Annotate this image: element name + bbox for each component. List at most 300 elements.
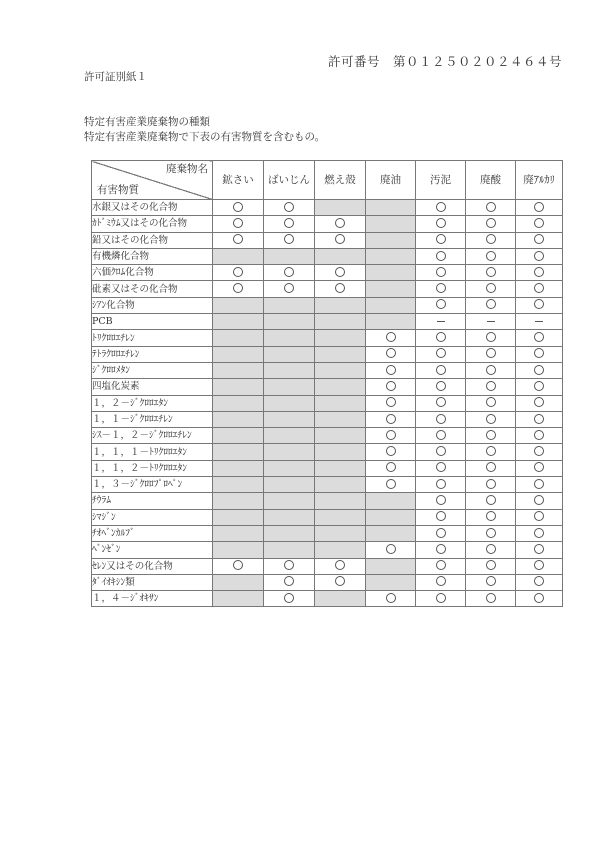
shaded-cell xyxy=(213,346,264,362)
shaded-cell xyxy=(213,362,264,378)
column-header: 廃ｱﾙｶﾘ xyxy=(516,161,563,200)
circle-mark-icon xyxy=(436,593,446,603)
applicable-cell xyxy=(264,558,315,574)
shaded-cell xyxy=(264,477,315,493)
applicable-cell xyxy=(213,216,264,232)
shaded-cell xyxy=(264,493,315,509)
shaded-cell xyxy=(264,542,315,558)
applicable-cell xyxy=(416,232,466,248)
applicable-cell xyxy=(416,591,466,607)
circle-mark-icon xyxy=(436,365,446,375)
applicable-cell xyxy=(466,379,516,395)
circle-mark-icon xyxy=(534,462,544,472)
applicable-cell xyxy=(466,444,516,460)
circle-mark-icon xyxy=(386,430,396,440)
circle-mark-icon xyxy=(486,495,496,505)
applicable-cell xyxy=(264,281,315,297)
shaded-cell xyxy=(366,525,416,541)
shaded-cell xyxy=(213,395,264,411)
shaded-cell xyxy=(366,248,416,264)
table-row xyxy=(92,525,563,541)
circle-mark-icon xyxy=(534,202,544,212)
circle-mark-icon xyxy=(534,234,544,244)
substance-name: ｼﾏｼﾞﾝ xyxy=(92,509,213,525)
substance-name: ｼﾞｸﾛﾛﾒﾀﾝ xyxy=(92,362,213,378)
circle-mark-icon xyxy=(534,414,544,424)
circle-mark-icon xyxy=(386,479,396,489)
applicable-cell xyxy=(516,428,563,444)
applicable-cell xyxy=(466,395,516,411)
applicable-cell xyxy=(416,362,466,378)
circle-mark-icon xyxy=(436,299,446,309)
circle-mark-icon xyxy=(233,267,243,277)
circle-mark-icon xyxy=(534,479,544,489)
shaded-cell xyxy=(213,493,264,509)
column-header: 廃油 xyxy=(366,161,416,200)
circle-mark-icon xyxy=(534,348,544,358)
shaded-cell xyxy=(315,591,366,607)
table-row xyxy=(92,232,563,248)
applicable-cell xyxy=(516,265,563,281)
shaded-cell xyxy=(366,200,416,216)
circle-mark-icon xyxy=(486,576,496,586)
not-applicable-cell xyxy=(466,314,516,330)
circle-mark-icon xyxy=(233,202,243,212)
shaded-cell xyxy=(264,362,315,378)
applicable-cell xyxy=(366,346,416,362)
substance-name: １，２－ｼﾞｸﾛﾛｴﾀﾝ xyxy=(92,395,213,411)
applicable-cell xyxy=(516,216,563,232)
circle-mark-icon xyxy=(534,251,544,261)
circle-mark-icon xyxy=(436,528,446,538)
applicable-cell xyxy=(516,395,563,411)
circle-mark-icon xyxy=(486,511,496,521)
circle-mark-icon xyxy=(534,576,544,586)
applicable-cell xyxy=(466,216,516,232)
circle-mark-icon xyxy=(534,430,544,440)
applicable-cell xyxy=(466,330,516,346)
applicable-cell xyxy=(466,248,516,264)
shaded-cell xyxy=(213,428,264,444)
dash-mark-icon xyxy=(437,321,445,322)
shaded-cell xyxy=(315,200,366,216)
circle-mark-icon xyxy=(335,218,345,228)
shaded-cell xyxy=(366,493,416,509)
shaded-cell xyxy=(315,444,366,460)
applicable-cell xyxy=(516,297,563,313)
applicable-cell xyxy=(315,281,366,297)
circle-mark-icon xyxy=(284,234,294,244)
circle-mark-icon xyxy=(534,381,544,391)
circle-mark-icon xyxy=(436,495,446,505)
applicable-cell xyxy=(416,395,466,411)
substance-name: ｶﾄﾞﾐｳﾑ又はその化合物 xyxy=(92,216,213,232)
applicable-cell xyxy=(416,542,466,558)
shaded-cell xyxy=(366,216,416,232)
applicable-cell xyxy=(516,362,563,378)
circle-mark-icon xyxy=(284,218,294,228)
applicable-cell xyxy=(366,411,416,427)
applicable-cell xyxy=(516,460,563,476)
table-body xyxy=(92,200,563,607)
circle-mark-icon xyxy=(233,234,243,244)
circle-mark-icon xyxy=(486,218,496,228)
table-row xyxy=(92,428,563,444)
applicable-cell xyxy=(516,525,563,541)
circle-mark-icon xyxy=(233,560,243,570)
shaded-cell xyxy=(315,330,366,346)
substance-name: 水銀又はその化合物 xyxy=(92,200,213,216)
circle-mark-icon xyxy=(386,332,396,342)
shaded-cell xyxy=(315,248,366,264)
shaded-cell xyxy=(315,362,366,378)
circle-mark-icon xyxy=(534,446,544,456)
column-header: ばいじん xyxy=(264,161,315,200)
applicable-cell xyxy=(466,591,516,607)
substance-name: 有機燐化合物 xyxy=(92,248,213,264)
circle-mark-icon xyxy=(534,528,544,538)
applicable-cell xyxy=(516,379,563,395)
circle-mark-icon xyxy=(486,528,496,538)
applicable-cell xyxy=(516,444,563,460)
applicable-cell xyxy=(315,558,366,574)
substance-name: ﾍﾞﾝｾﾞﾝ xyxy=(92,542,213,558)
circle-mark-icon xyxy=(486,479,496,489)
table-row xyxy=(92,330,563,346)
shaded-cell xyxy=(213,591,264,607)
shaded-cell xyxy=(315,297,366,313)
circle-mark-icon xyxy=(284,202,294,212)
circle-mark-icon xyxy=(284,267,294,277)
shaded-cell xyxy=(315,460,366,476)
circle-mark-icon xyxy=(436,348,446,358)
shaded-cell xyxy=(213,411,264,427)
circle-mark-icon xyxy=(486,332,496,342)
section-heading: 特定有害産業廃棄物の種類 xyxy=(84,116,210,128)
circle-mark-icon xyxy=(436,332,446,342)
applicable-cell xyxy=(516,411,563,427)
circle-mark-icon xyxy=(486,462,496,472)
shaded-cell xyxy=(366,558,416,574)
circle-mark-icon xyxy=(335,267,345,277)
circle-mark-icon xyxy=(486,251,496,261)
applicable-cell xyxy=(264,232,315,248)
circle-mark-icon xyxy=(534,283,544,293)
circle-mark-icon xyxy=(386,446,396,456)
circle-mark-icon xyxy=(284,576,294,586)
circle-mark-icon xyxy=(534,495,544,505)
shaded-cell xyxy=(213,525,264,541)
circle-mark-icon xyxy=(284,593,294,603)
substance-name: 四塩化炭素 xyxy=(92,379,213,395)
applicable-cell xyxy=(315,216,366,232)
table-row xyxy=(92,216,563,232)
circle-mark-icon xyxy=(486,593,496,603)
circle-mark-icon xyxy=(436,560,446,570)
substance-name: PCB xyxy=(92,314,213,330)
circle-mark-icon xyxy=(386,381,396,391)
shaded-cell xyxy=(264,428,315,444)
substance-name: ﾁｵﾍﾞﾝｶﾙﾌﾞ xyxy=(92,525,213,541)
substance-name: ﾄﾘｸﾛﾛｴﾁﾚﾝ xyxy=(92,330,213,346)
applicable-cell xyxy=(466,493,516,509)
substance-name: ｾﾚﾝ又はその化合物 xyxy=(92,558,213,574)
circle-mark-icon xyxy=(335,234,345,244)
table-row xyxy=(92,362,563,378)
table-row xyxy=(92,346,563,362)
applicable-cell xyxy=(416,200,466,216)
applicable-cell xyxy=(466,232,516,248)
circle-mark-icon xyxy=(486,544,496,554)
circle-mark-icon xyxy=(534,267,544,277)
circle-mark-icon xyxy=(386,414,396,424)
applicable-cell xyxy=(416,248,466,264)
shaded-cell xyxy=(213,574,264,590)
applicable-cell xyxy=(516,330,563,346)
shaded-cell xyxy=(315,477,366,493)
circle-mark-icon xyxy=(436,511,446,521)
substance-name: １，３－ｼﾞｸﾛﾛﾌﾟﾛﾍﾟﾝ xyxy=(92,477,213,493)
circle-mark-icon xyxy=(534,397,544,407)
applicable-cell xyxy=(466,281,516,297)
corner-header-cell xyxy=(92,161,213,200)
applicable-cell xyxy=(416,281,466,297)
shaded-cell xyxy=(366,232,416,248)
shaded-cell xyxy=(315,542,366,558)
applicable-cell xyxy=(213,200,264,216)
applicable-cell xyxy=(466,346,516,362)
applicable-cell xyxy=(466,574,516,590)
circle-mark-icon xyxy=(436,446,446,456)
applicable-cell xyxy=(416,330,466,346)
shaded-cell xyxy=(264,314,315,330)
applicable-cell xyxy=(416,297,466,313)
attachment-label: 許可証別紙１ xyxy=(84,71,147,83)
applicable-cell xyxy=(366,477,416,493)
circle-mark-icon xyxy=(436,283,446,293)
applicable-cell xyxy=(366,379,416,395)
circle-mark-icon xyxy=(436,234,446,244)
dash-mark-icon xyxy=(535,321,543,322)
section-description: 特定有害産業廃棄物で下表の有害物質を含むもの。 xyxy=(84,131,326,143)
substance-name: １，４－ｼﾞｵｷｻﾝ xyxy=(92,591,213,607)
applicable-cell xyxy=(366,460,416,476)
shaded-cell xyxy=(366,574,416,590)
circle-mark-icon xyxy=(335,560,345,570)
table-row xyxy=(92,574,563,590)
applicable-cell xyxy=(416,460,466,476)
permit-number: 許可番号 第０１２５０２０２４６４号 xyxy=(328,54,563,69)
applicable-cell xyxy=(264,265,315,281)
applicable-cell xyxy=(516,493,563,509)
circle-mark-icon xyxy=(534,560,544,570)
table-row xyxy=(92,591,563,607)
table-row xyxy=(92,395,563,411)
applicable-cell xyxy=(416,346,466,362)
substance-name: ﾀﾞｲｵｷｼﾝ類 xyxy=(92,574,213,590)
circle-mark-icon xyxy=(233,283,243,293)
applicable-cell xyxy=(264,574,315,590)
shaded-cell xyxy=(366,297,416,313)
applicable-cell xyxy=(516,558,563,574)
not-applicable-cell xyxy=(516,314,563,330)
circle-mark-icon xyxy=(436,267,446,277)
circle-mark-icon xyxy=(436,462,446,472)
circle-mark-icon xyxy=(386,397,396,407)
applicable-cell xyxy=(366,395,416,411)
circle-mark-icon xyxy=(335,283,345,293)
shaded-cell xyxy=(315,525,366,541)
circle-mark-icon xyxy=(534,593,544,603)
table-row xyxy=(92,542,563,558)
table-row xyxy=(92,200,563,216)
table-row xyxy=(92,297,563,313)
shaded-cell xyxy=(264,395,315,411)
applicable-cell xyxy=(466,200,516,216)
circle-mark-icon xyxy=(436,251,446,261)
applicable-cell xyxy=(416,411,466,427)
applicable-cell xyxy=(416,265,466,281)
shaded-cell xyxy=(315,509,366,525)
shaded-cell xyxy=(213,542,264,558)
applicable-cell xyxy=(366,542,416,558)
substance-name: 六価ｸﾛﾑ化合物 xyxy=(92,265,213,281)
applicable-cell xyxy=(466,428,516,444)
circle-mark-icon xyxy=(486,446,496,456)
shaded-cell xyxy=(264,248,315,264)
applicable-cell xyxy=(264,591,315,607)
column-header: 燃え殻 xyxy=(315,161,366,200)
shaded-cell xyxy=(213,297,264,313)
circle-mark-icon xyxy=(436,414,446,424)
applicable-cell xyxy=(516,346,563,362)
applicable-cell xyxy=(416,509,466,525)
hazardous-substance-label: 有害物質 xyxy=(97,184,139,196)
circle-mark-icon xyxy=(486,560,496,570)
applicable-cell xyxy=(466,509,516,525)
substance-name: １，１，１－ﾄﾘｸﾛﾛｴﾀﾝ xyxy=(92,444,213,460)
applicable-cell xyxy=(315,232,366,248)
circle-mark-icon xyxy=(436,479,446,489)
applicable-cell xyxy=(466,411,516,427)
applicable-cell xyxy=(466,477,516,493)
table-header-row xyxy=(92,161,563,200)
shaded-cell xyxy=(213,314,264,330)
circle-mark-icon xyxy=(386,365,396,375)
shaded-cell xyxy=(213,444,264,460)
applicable-cell xyxy=(315,265,366,281)
applicable-cell xyxy=(416,444,466,460)
substance-name: ｼｽ－１，２－ｼﾞｸﾛﾛｴﾁﾚﾝ xyxy=(92,428,213,444)
circle-mark-icon xyxy=(436,381,446,391)
applicable-cell xyxy=(516,232,563,248)
shaded-cell xyxy=(264,509,315,525)
shaded-cell xyxy=(366,509,416,525)
circle-mark-icon xyxy=(386,462,396,472)
circle-mark-icon xyxy=(386,348,396,358)
table-row xyxy=(92,379,563,395)
table-row xyxy=(92,509,563,525)
applicable-cell xyxy=(416,216,466,232)
applicable-cell xyxy=(416,477,466,493)
applicable-cell xyxy=(416,379,466,395)
shaded-cell xyxy=(264,330,315,346)
table-row xyxy=(92,558,563,574)
circle-mark-icon xyxy=(386,593,396,603)
shaded-cell xyxy=(315,493,366,509)
shaded-cell xyxy=(213,509,264,525)
substance-name: ﾁｳﾗﾑ xyxy=(92,493,213,509)
shaded-cell xyxy=(213,330,264,346)
applicable-cell xyxy=(516,591,563,607)
applicable-cell xyxy=(366,428,416,444)
column-header: 廃酸 xyxy=(466,161,516,200)
shaded-cell xyxy=(366,314,416,330)
circle-mark-icon xyxy=(486,397,496,407)
applicable-cell xyxy=(416,574,466,590)
circle-mark-icon xyxy=(486,430,496,440)
applicable-cell xyxy=(366,362,416,378)
applicable-cell xyxy=(516,509,563,525)
circle-mark-icon xyxy=(486,283,496,293)
shaded-cell xyxy=(264,346,315,362)
applicable-cell xyxy=(516,477,563,493)
substance-name: 鉛又はその化合物 xyxy=(92,232,213,248)
circle-mark-icon xyxy=(486,414,496,424)
circle-mark-icon xyxy=(284,283,294,293)
applicable-cell xyxy=(516,248,563,264)
shaded-cell xyxy=(264,379,315,395)
applicable-cell xyxy=(213,281,264,297)
shaded-cell xyxy=(315,411,366,427)
applicable-cell xyxy=(366,591,416,607)
applicable-cell xyxy=(516,200,563,216)
hazardous-waste-table xyxy=(91,160,563,607)
circle-mark-icon xyxy=(386,544,396,554)
circle-mark-icon xyxy=(436,218,446,228)
circle-mark-icon xyxy=(436,202,446,212)
shaded-cell xyxy=(264,525,315,541)
circle-mark-icon xyxy=(534,218,544,228)
substance-name: ｼｱﾝ化合物 xyxy=(92,297,213,313)
shaded-cell xyxy=(315,395,366,411)
shaded-cell xyxy=(213,477,264,493)
circle-mark-icon xyxy=(486,234,496,244)
table-row xyxy=(92,411,563,427)
applicable-cell xyxy=(366,330,416,346)
circle-mark-icon xyxy=(534,544,544,554)
applicable-cell xyxy=(416,525,466,541)
circle-mark-icon xyxy=(233,218,243,228)
table-row xyxy=(92,265,563,281)
shaded-cell xyxy=(315,379,366,395)
applicable-cell xyxy=(213,265,264,281)
circle-mark-icon xyxy=(534,332,544,342)
shaded-cell xyxy=(264,297,315,313)
applicable-cell xyxy=(213,558,264,574)
applicable-cell xyxy=(466,542,516,558)
applicable-cell xyxy=(466,525,516,541)
shaded-cell xyxy=(315,346,366,362)
circle-mark-icon xyxy=(486,267,496,277)
circle-mark-icon xyxy=(486,381,496,391)
table-row xyxy=(92,314,563,330)
column-header: 鉱さい xyxy=(213,161,264,200)
waste-name-label: 廃棄物名 xyxy=(166,163,208,175)
table-row xyxy=(92,248,563,264)
substance-name: ﾃﾄﾗｸﾛﾛｴﾁﾚﾝ xyxy=(92,346,213,362)
dash-mark-icon xyxy=(487,321,495,322)
